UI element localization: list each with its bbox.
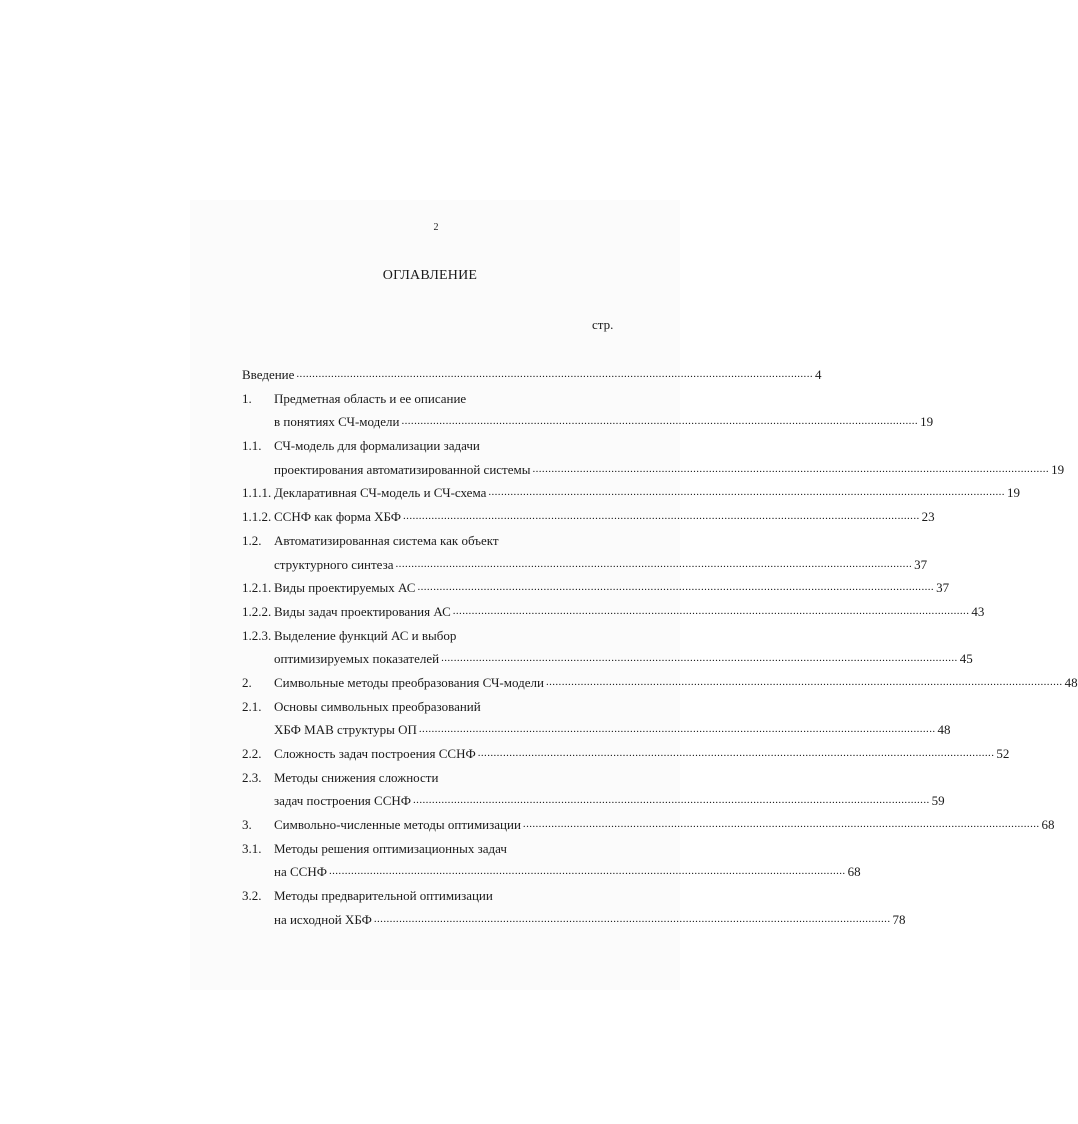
toc-entry-line xyxy=(242,363,822,387)
dot-leader xyxy=(374,908,891,932)
toc-entry-body xyxy=(274,695,612,719)
toc-entry-title: Автоматизированная система как объект xyxy=(274,532,499,548)
toc-entry-line xyxy=(242,600,985,624)
toc-entry-number: 1. xyxy=(242,390,252,406)
dot-leader xyxy=(488,481,1005,505)
toc-entry-number: 1.2. xyxy=(242,532,262,548)
toc-entry-title: на ССНФ xyxy=(274,864,327,880)
toc-entry-title: ССНФ как форма ХБФ xyxy=(274,509,402,525)
toc-entry-title: на исходной ХБФ xyxy=(274,911,372,927)
toc-entry-indent xyxy=(242,410,274,434)
toc-entry-line xyxy=(242,860,861,884)
toc-entry-number: 1.2.3. xyxy=(242,627,272,643)
page-number: 2 xyxy=(433,222,439,233)
toc-entry-page: 4 xyxy=(815,367,822,382)
toc-entry-body xyxy=(274,505,935,529)
toc-entry-line xyxy=(242,624,612,648)
dot-leader xyxy=(478,742,995,766)
toc-entry-body xyxy=(274,718,951,742)
toc-entry-number: 1.1. xyxy=(242,438,262,454)
toc-entry-indent xyxy=(242,647,274,671)
toc-entry-page: 37 xyxy=(936,580,950,596)
toc-entry-body xyxy=(274,529,612,553)
toc-entry-body xyxy=(274,789,945,813)
toc-entry-line xyxy=(242,458,1065,482)
toc-entry-number: 1.1.2. xyxy=(242,509,272,525)
toc-entry-body xyxy=(274,813,1055,837)
toc-entry-page: 68 xyxy=(1041,817,1055,833)
toc-entry-line xyxy=(242,813,1055,837)
toc-entry-body xyxy=(274,553,927,577)
toc-entry-number: 2.2. xyxy=(242,746,262,761)
toc-entry-page: 45 xyxy=(959,651,973,667)
toc-entry-body xyxy=(274,860,861,884)
toc-entry-title: Декларативная СЧ-модель и СЧ-схема xyxy=(274,485,487,501)
toc-entry-line xyxy=(242,576,950,600)
toc-entry-indent xyxy=(242,908,274,932)
toc-entry-title: Символьные методы преобразования СЧ-модели xyxy=(274,674,544,690)
toc-entry-title: Методы предварительной оптимизации xyxy=(274,888,493,904)
toc-entry-line xyxy=(242,789,945,813)
toc-entry-page: 43 xyxy=(971,603,985,619)
toc-entry-body xyxy=(274,458,1064,482)
toc-entry-line xyxy=(242,647,973,671)
toc-entry-body xyxy=(274,481,1020,505)
toc-entry-indent xyxy=(242,789,274,813)
toc-entry-title: в понятиях СЧ-модели xyxy=(274,414,400,430)
toc-entry-title: Виды задач проектирования АС xyxy=(274,603,451,619)
toc-entry-line xyxy=(242,434,612,458)
toc-entry-line xyxy=(242,410,934,434)
dot-leader xyxy=(546,671,1063,695)
toc-entry-page: 78 xyxy=(892,911,906,927)
toc-entry-title: оптимизируемых показателей xyxy=(274,651,440,667)
toc-entry-number: 3. xyxy=(242,817,252,833)
toc-entry-title: проектирования автоматизированной системы xyxy=(274,461,531,477)
toc-heading: ОГЛАВЛЕНИЕ xyxy=(382,268,478,283)
toc-entry-title: Виды проектируемых АС xyxy=(274,580,416,596)
toc-entry-number: 1.2.2. xyxy=(242,603,272,619)
toc-entry-number: 2.3. xyxy=(242,769,262,785)
toc-entry-number: 2. xyxy=(242,674,252,690)
toc-entry-page: 59 xyxy=(931,793,945,809)
toc-entry-page: 37 xyxy=(914,556,928,572)
toc-entry-body xyxy=(274,624,612,648)
toc-entry-title: задач построения ССНФ xyxy=(274,793,412,809)
toc-entry-title: Символьно-численные методы оптимизации xyxy=(274,817,521,833)
toc-entry-page: 23 xyxy=(921,509,935,525)
toc-entry-title: ХБФ МАВ структуры ОП xyxy=(274,722,417,738)
toc-entry-body xyxy=(274,647,973,671)
toc-entry-number: 3.1. xyxy=(242,840,262,856)
toc-entry-line xyxy=(242,387,612,411)
toc-entry-number: 2.1. xyxy=(242,698,262,714)
toc-entry-body xyxy=(274,837,612,861)
toc-entry-line xyxy=(242,884,612,908)
toc-entry-line xyxy=(242,529,612,553)
dot-leader xyxy=(441,647,958,671)
toc-entry-page: 68 xyxy=(847,864,861,880)
dot-leader xyxy=(329,860,846,884)
dot-leader xyxy=(413,789,930,813)
dot-leader xyxy=(453,600,970,624)
dot-leader xyxy=(419,718,936,742)
toc-entry-page: 48 xyxy=(937,722,951,738)
dot-leader xyxy=(296,363,813,387)
toc-entry-number: 1.1.1. xyxy=(242,485,272,501)
page-column-label: стр. xyxy=(592,317,614,332)
toc-entry-body xyxy=(274,908,905,932)
toc-entry-line xyxy=(242,718,951,742)
toc-entry-body xyxy=(274,884,612,908)
dot-leader xyxy=(403,505,920,529)
toc-entry-line xyxy=(242,481,1020,505)
toc-entry-title: Методы снижения сложности xyxy=(274,769,439,785)
table-of-contents xyxy=(242,363,1078,932)
toc-entry-title: Сложность задач построения ССНФ xyxy=(274,746,476,761)
toc-entry-indent xyxy=(242,458,274,482)
toc-entry-indent xyxy=(242,553,274,577)
toc-entry-body xyxy=(274,576,949,600)
toc-entry-title: СЧ-модель для формализации задачи xyxy=(274,438,480,454)
toc-entry-body xyxy=(274,434,612,458)
toc-entry-line xyxy=(242,837,612,861)
toc-entry-body xyxy=(274,410,933,434)
toc-entry-title: Введение xyxy=(242,367,295,382)
toc-entry-page: 52 xyxy=(996,746,1010,761)
toc-entry-line xyxy=(242,742,1010,766)
toc-entry-indent xyxy=(242,860,274,884)
toc-entry-indent xyxy=(242,718,274,742)
toc-entry-body xyxy=(274,671,1078,695)
dot-leader xyxy=(532,458,1049,482)
toc-entry-title: Основы символьных преобразований xyxy=(274,698,481,714)
toc-entry-number: 1.2.1. xyxy=(242,580,272,596)
toc-entry-page: 19 xyxy=(1006,485,1020,501)
toc-entry-line xyxy=(242,671,1078,695)
dot-leader xyxy=(396,553,913,577)
dot-leader xyxy=(401,410,918,434)
toc-entry-body xyxy=(274,766,612,790)
toc-entry-line xyxy=(242,505,935,529)
toc-entry-line xyxy=(242,908,906,932)
toc-entry-page: 48 xyxy=(1064,674,1078,690)
dot-leader xyxy=(523,813,1040,837)
toc-entry-body xyxy=(274,742,1009,766)
toc-entry-page: 19 xyxy=(1051,461,1065,477)
toc-entry-line xyxy=(242,553,928,577)
toc-entry-line xyxy=(242,766,612,790)
toc-entry-body xyxy=(242,363,822,387)
toc-entry-title: Предметная область и ее описание xyxy=(274,390,467,406)
toc-entry-title: структурного синтеза xyxy=(274,556,394,572)
toc-entry-body xyxy=(274,600,984,624)
toc-entry-number: 3.2. xyxy=(242,888,262,904)
dot-leader xyxy=(417,576,934,600)
toc-entry-line xyxy=(242,695,612,719)
toc-entry-body xyxy=(274,387,612,411)
toc-entry-page: 19 xyxy=(920,414,934,430)
toc-entry-title: Выделение функций АС и выбор xyxy=(274,627,457,643)
toc-entry-title: Методы решения оптимизационных задач xyxy=(274,840,507,856)
